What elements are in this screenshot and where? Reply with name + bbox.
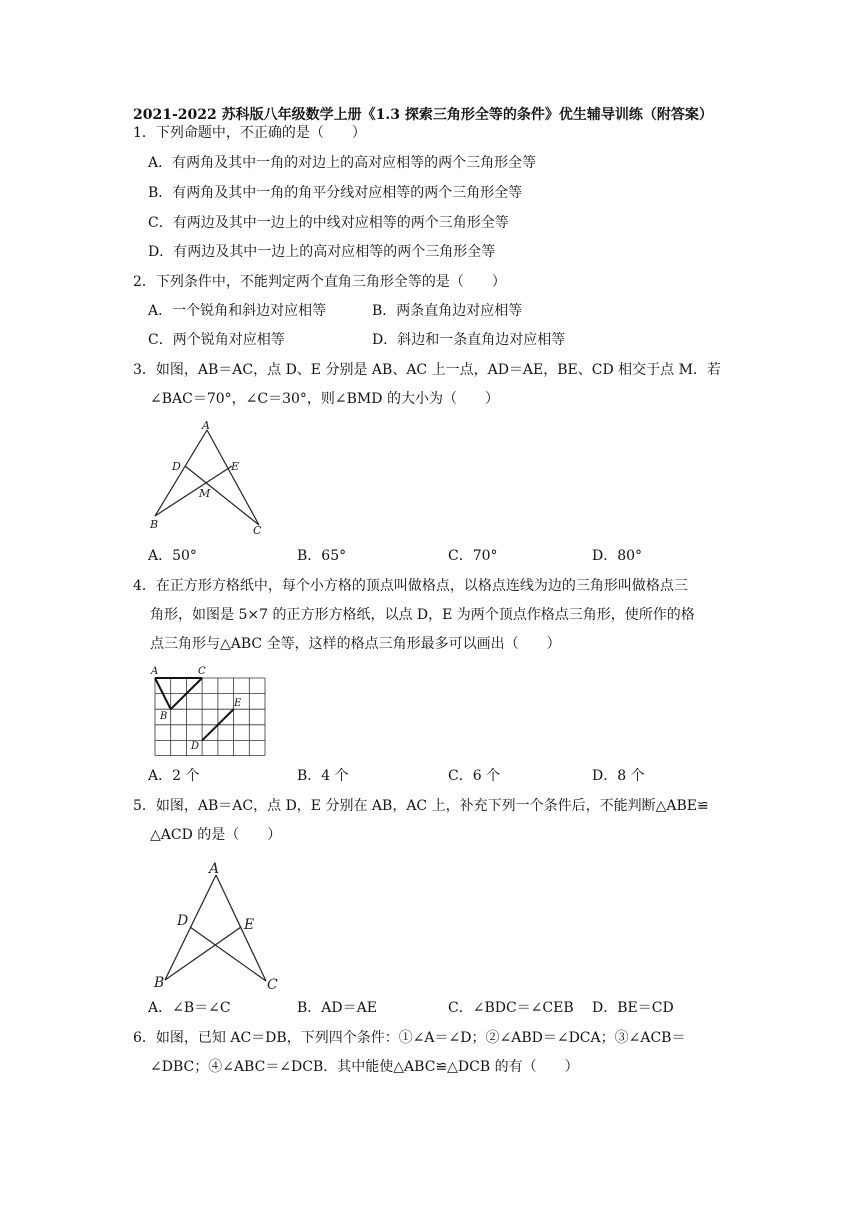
q4-label-c: C (198, 666, 206, 677)
q5-label-e: E (244, 917, 255, 933)
question-4-option-c: C．6 个 (448, 768, 501, 784)
question-3-option-d: D．80° (592, 548, 643, 564)
question-6-stem-line-1: 6．如图，已知 AC＝DB，下列四个条件：①∠A＝∠D；②∠ABD＝∠DCA；③∠ACB＝ (133, 1030, 686, 1046)
question-4-stem-line-1: 4．在正方形方格纸中，每个小方格的顶点叫做格点，以格点连线为边的三角形叫做格点三 (133, 578, 688, 594)
q3-label-c: C (253, 524, 262, 537)
q3-label-a: A (202, 419, 210, 432)
question-1-option-a: A．有两角及其中一角的对边上的高对应相等的两个三角形全等 (148, 155, 537, 171)
question-4-option-a: A．2 个 (148, 768, 200, 784)
question-1-stem: 1．下列命题中，不正确的是（ ） (133, 125, 366, 141)
question-3-figure (145, 418, 275, 538)
question-1-option-d: D．有两边及其中一边上的高对应相等的两个三角形全等 (148, 244, 496, 260)
question-4-stem-line-2: 角形，如图是 5×7 的正方形方格纸，以点 D，E 为两个顶点作格点三角形，使所作的格 (150, 607, 695, 623)
q5-label-a: A (209, 861, 220, 877)
question-4-option-d: D．8 个 (592, 768, 645, 784)
question-3-option-a: A．50° (148, 548, 197, 564)
q3-label-d: D (172, 460, 181, 473)
question-6-stem-line-2: ∠DBC；④∠ABC＝∠DCB．其中能使△ABC≌△DCB 的有（ ） (150, 1059, 579, 1075)
q5-label-d: D (177, 913, 189, 929)
q3-label-m: M (199, 487, 211, 500)
question-1-option-b: B．有两角及其中一角的角平分线对应相等的两个三角形全等 (148, 185, 523, 201)
question-3-option-c: C．70° (448, 548, 498, 564)
question-4-stem-line-3: 点三角形与△ABC 全等，这样的格点三角形最多可以画出（ ） (150, 636, 561, 652)
q5-label-b: B (154, 975, 165, 991)
q4-label-e: E (234, 698, 242, 709)
question-5-option-a: A．∠B＝∠C (148, 1000, 231, 1016)
question-5-option-d: D．BE＝CD (592, 1000, 674, 1016)
q4-label-d: D (191, 741, 200, 752)
q4-label-a: A (151, 666, 159, 677)
question-2-option-c: C．两个锐角对应相等 (148, 332, 285, 348)
question-5-option-c: C．∠BDC＝∠CEB (448, 1000, 574, 1016)
q5-label-c: C (267, 977, 278, 993)
q3-label-e: E (231, 460, 240, 473)
q5-line-be (165, 927, 241, 980)
q4-label-b: B (160, 711, 168, 722)
question-4-grid-figure (148, 662, 270, 756)
q3-line-dc (185, 466, 259, 525)
question-2-option-d: D．斜边和一条直角边对应相等 (372, 332, 566, 348)
question-5-stem-line-2: △ACD 的是（ ） (150, 827, 282, 843)
question-2-option-b: B．两条直角边对应相等 (372, 303, 523, 319)
q3-label-b: B (150, 518, 159, 531)
question-5-stem-line-1: 5．如图，AB＝AC，点 D，E 分别在 AB，AC 上，补充下列一个条件后，不能判断△ABE≌ (133, 798, 709, 814)
question-1-option-c: C．有两边及其中一边上的中线对应相等的两个三角形全等 (148, 215, 509, 231)
q3-line-ab (155, 430, 207, 516)
q5-line-ac (216, 875, 266, 981)
question-3-option-b: B．65° (297, 548, 347, 564)
question-5-figure (148, 855, 288, 993)
q4-grid (155, 678, 265, 756)
question-3-stem-line-2: ∠BAC＝70°，∠C＝30°，则∠BMD 的大小为（ ） (150, 391, 499, 407)
question-2-stem: 2．下列条件中，不能判定两个直角三角形全等的是（ ） (133, 274, 506, 290)
question-2-option-a: A．一个锐角和斜边对应相等 (148, 303, 327, 319)
question-5-option-b: B．AD＝AE (297, 1000, 377, 1016)
question-3-stem-line-1: 3．如图，AB＝AC，点 D、E 分别是 AB、AC 上一点，AD＝AE，BE、CD 相交于点 M．若 (133, 362, 721, 378)
page-title: 2021-2022 苏科版八年级数学上册《1.3 探索三角形全等的条件》优生辅导训练（附答案） (133, 107, 713, 123)
question-4-option-b: B．4 个 (297, 768, 349, 784)
